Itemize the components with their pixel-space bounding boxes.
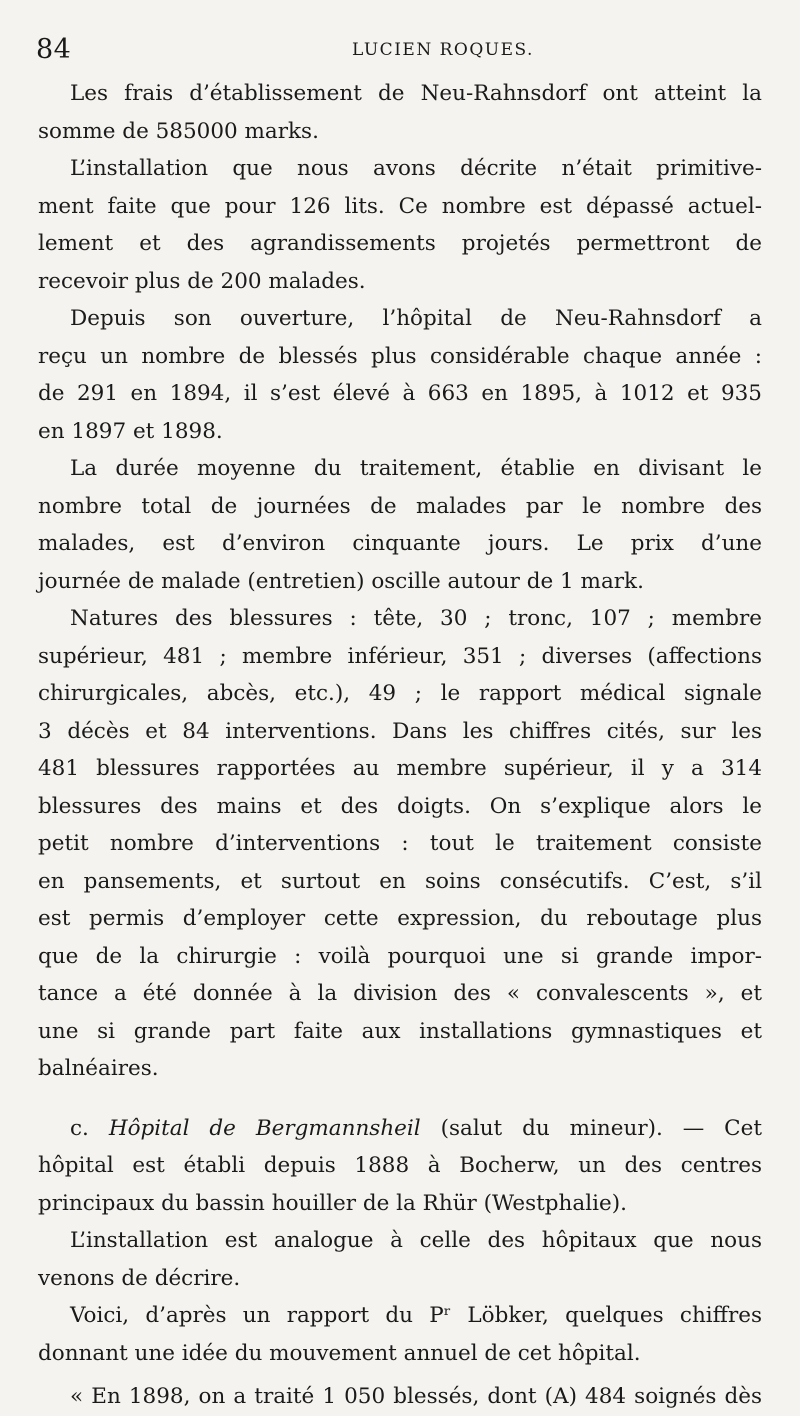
text-line: journée de malade (entretien) oscille autour de 1 mark. <box>38 568 644 594</box>
paragraph-2 <box>38 150 762 300</box>
text-line: Voici, d’après un rapport du Pʳ Löbker, quelques chiffres <box>70 1303 762 1328</box>
running-head: LUCIEN ROQUES. <box>352 40 534 60</box>
text-line: L’installation est analogue à celle des hôpitaux que nous <box>70 1228 762 1253</box>
heading-rest: (salut du mineur). — Cet <box>440 1115 762 1141</box>
paragraph-7 <box>38 1222 762 1297</box>
text-line: L’installation que nous avons décrite n’était primitive- <box>70 156 762 181</box>
text-line: que de la chirurgie : voilà pourquoi une si grande impor- <box>38 943 762 969</box>
text-line: venons de décrire. <box>38 1265 241 1291</box>
text-line: de 291 en 1894, il s’est élevé à 663 en 1895, à 1012 et 935 <box>38 381 762 406</box>
text-line: en 1897 et 1898. <box>38 418 223 444</box>
section-gap <box>38 1088 762 1110</box>
text-line: balnéaires. <box>38 1056 159 1081</box>
text-line: Les frais d’établissement de Neu-Rahnsdorf ont atteint la <box>70 81 762 106</box>
text-line: tance a été donnée à la division des « convalescents », et <box>38 981 762 1006</box>
paragraph-6 <box>38 1110 762 1223</box>
text-line: reçu un nombre de blessés plus considérable chaque année : <box>38 343 762 369</box>
text-line: supérieur, 481 ; membre inférieur, 351 ; diverses (affections <box>38 643 762 669</box>
text-line: La durée moyenne du traitement, établie en divisant le <box>70 456 762 481</box>
page-header <box>36 30 764 66</box>
paragraph-9 <box>38 1378 762 1416</box>
text-line: Depuis son ouverture, l’hôpital de Neu-Rahnsdorf a <box>70 306 762 331</box>
section-heading-line <box>38 1110 762 1148</box>
paragraph-8 <box>38 1297 762 1372</box>
text-line: 3 décès et 84 interventions. Dans les chiffres cités, sur les <box>38 718 762 744</box>
text-line: malades, est d’environ cinquante jours. Le prix d’une <box>38 531 762 556</box>
text-line: chirurgicales, abcès, etc.), 49 ; le rapport médical signale <box>38 681 762 706</box>
text-line: principaux du bassin houiller de la Rhür (Westphalie). <box>38 1190 627 1216</box>
text-line: donnant une idée du mouvement annuel de cet hôpital. <box>38 1340 641 1366</box>
page-number: 84 <box>36 34 72 65</box>
paragraph-5 <box>38 600 762 1088</box>
text-line: somme de 585000 marks. <box>38 118 319 144</box>
text-line: est permis d’employer cette expression, du reboutage plus <box>38 906 762 931</box>
section-label: c. <box>70 1115 89 1141</box>
text-line: ment faite que pour 126 lits. Ce nombre est dépassé actuel- <box>38 193 762 219</box>
text-line: petit nombre d’interventions : tout le traitement consiste <box>38 831 762 856</box>
text-line: « En 1898, on a traité 1 050 blessés, dont (A) 484 soignés dès <box>70 1384 762 1409</box>
text-line: 481 blessures rapportées au membre supérieur, il y a 314 <box>38 756 762 781</box>
body-text <box>38 75 762 1416</box>
text-line: Natures des blessures : tête, 30 ; tronc, 107 ; membre <box>70 606 762 631</box>
text-line: nombre total de journées de malades par le nombre des <box>38 493 762 519</box>
paragraph-1 <box>38 75 762 150</box>
text-line: blessures des mains et des doigts. On s’explique alors le <box>38 793 762 819</box>
paragraph-4 <box>38 450 762 600</box>
text-line: une si grande part faite aux installations gymnastiques et <box>38 1018 762 1044</box>
text-line: lement et des agrandissements projetés permettront de <box>38 231 762 256</box>
hospital-title: Hôpital de Bergmannsheil <box>108 1115 421 1141</box>
text-line: recevoir plus de 200 malades. <box>38 268 366 294</box>
text-line: en pansements, et surtout en soins consécutifs. C’est, s’il <box>38 868 762 894</box>
paragraph-3 <box>38 300 762 450</box>
text-line: hôpital est établi depuis 1888 à Bocherw, un des centres <box>38 1153 762 1178</box>
